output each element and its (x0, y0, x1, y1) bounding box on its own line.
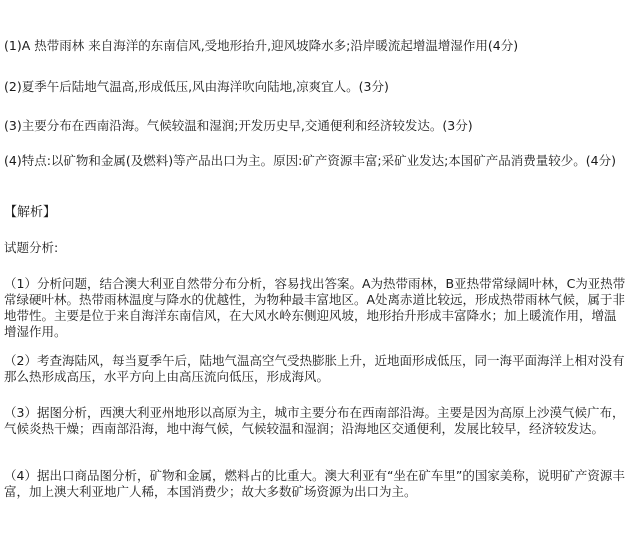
answer-2: (2)夏季午后陆地气温高,形成低压,风由海洋吹向陆地,凉爽宜人。(3分) (4, 79, 389, 94)
answer-3: (3)主要分布在西南沿海。气候较温和湿润;开发历史早,交通便利和经济较发达。(3分) (4, 118, 473, 133)
answer-1: (1)A 热带雨林 来自海洋的东南信风,受地形抬升,迎风坡降水多;沿岸暖流起增温增湿作用(4分) (4, 38, 519, 53)
answer-4: (4)特点:以矿物和金属(及燃料)等产品出口为主。原因:矿产资源丰富;采矿业发达;本国矿产品消费量较少。(4分) (4, 153, 617, 168)
analysis-paragraph-1: （1）分析问题，结合澳大利亚自然带分布分析，容易找出答案。A为热带雨林，B亚热带常绿阔叶林，C为亚热带常绿硬叶林。热带雨林温度与降水的优越性，为物种最丰富地区。A处离赤道比较远，形成热带雨林气候，属于非地带性。主要是位于来自海洋东南信风，在大风水岭东侧迎风坡，地形抬升形成丰富降水；加上暖流作用，增温增湿作用。 (4, 276, 626, 339)
analysis-intro: 试题分析: (4, 240, 59, 255)
analysis-paragraph-2: （2）考查海陆风，每当夏季午后，陆地气温高空气受热膨胀上升，近地面形成低压，同一海平面海洋上相对没有那么热形成高压，水平方向上由高压流向低压，形成海风。 (4, 353, 625, 384)
analysis-paragraph-3: （3）据图分析，西澳大利亚州地形以高原为主，城市主要分布在西南部沿海。主要是因为高原上沙漠气候广布，气候炎热干燥；西南部沿海，地中海气候，气候较温和湿润；沿海地区交通便利，发展比较早，经济较发达。 (4, 405, 625, 436)
analysis-heading: 【解析】 (4, 205, 57, 220)
analysis-paragraph-4: （4）据出口商品图分析，矿物和金属，燃料占的比重大。澳大利亚有“坐在矿车里”的国家美称，说明矿产资源丰富，加上澳大利亚地广人稀，本国消费少；故大多数矿场资源为出口为主。 (4, 468, 625, 499)
